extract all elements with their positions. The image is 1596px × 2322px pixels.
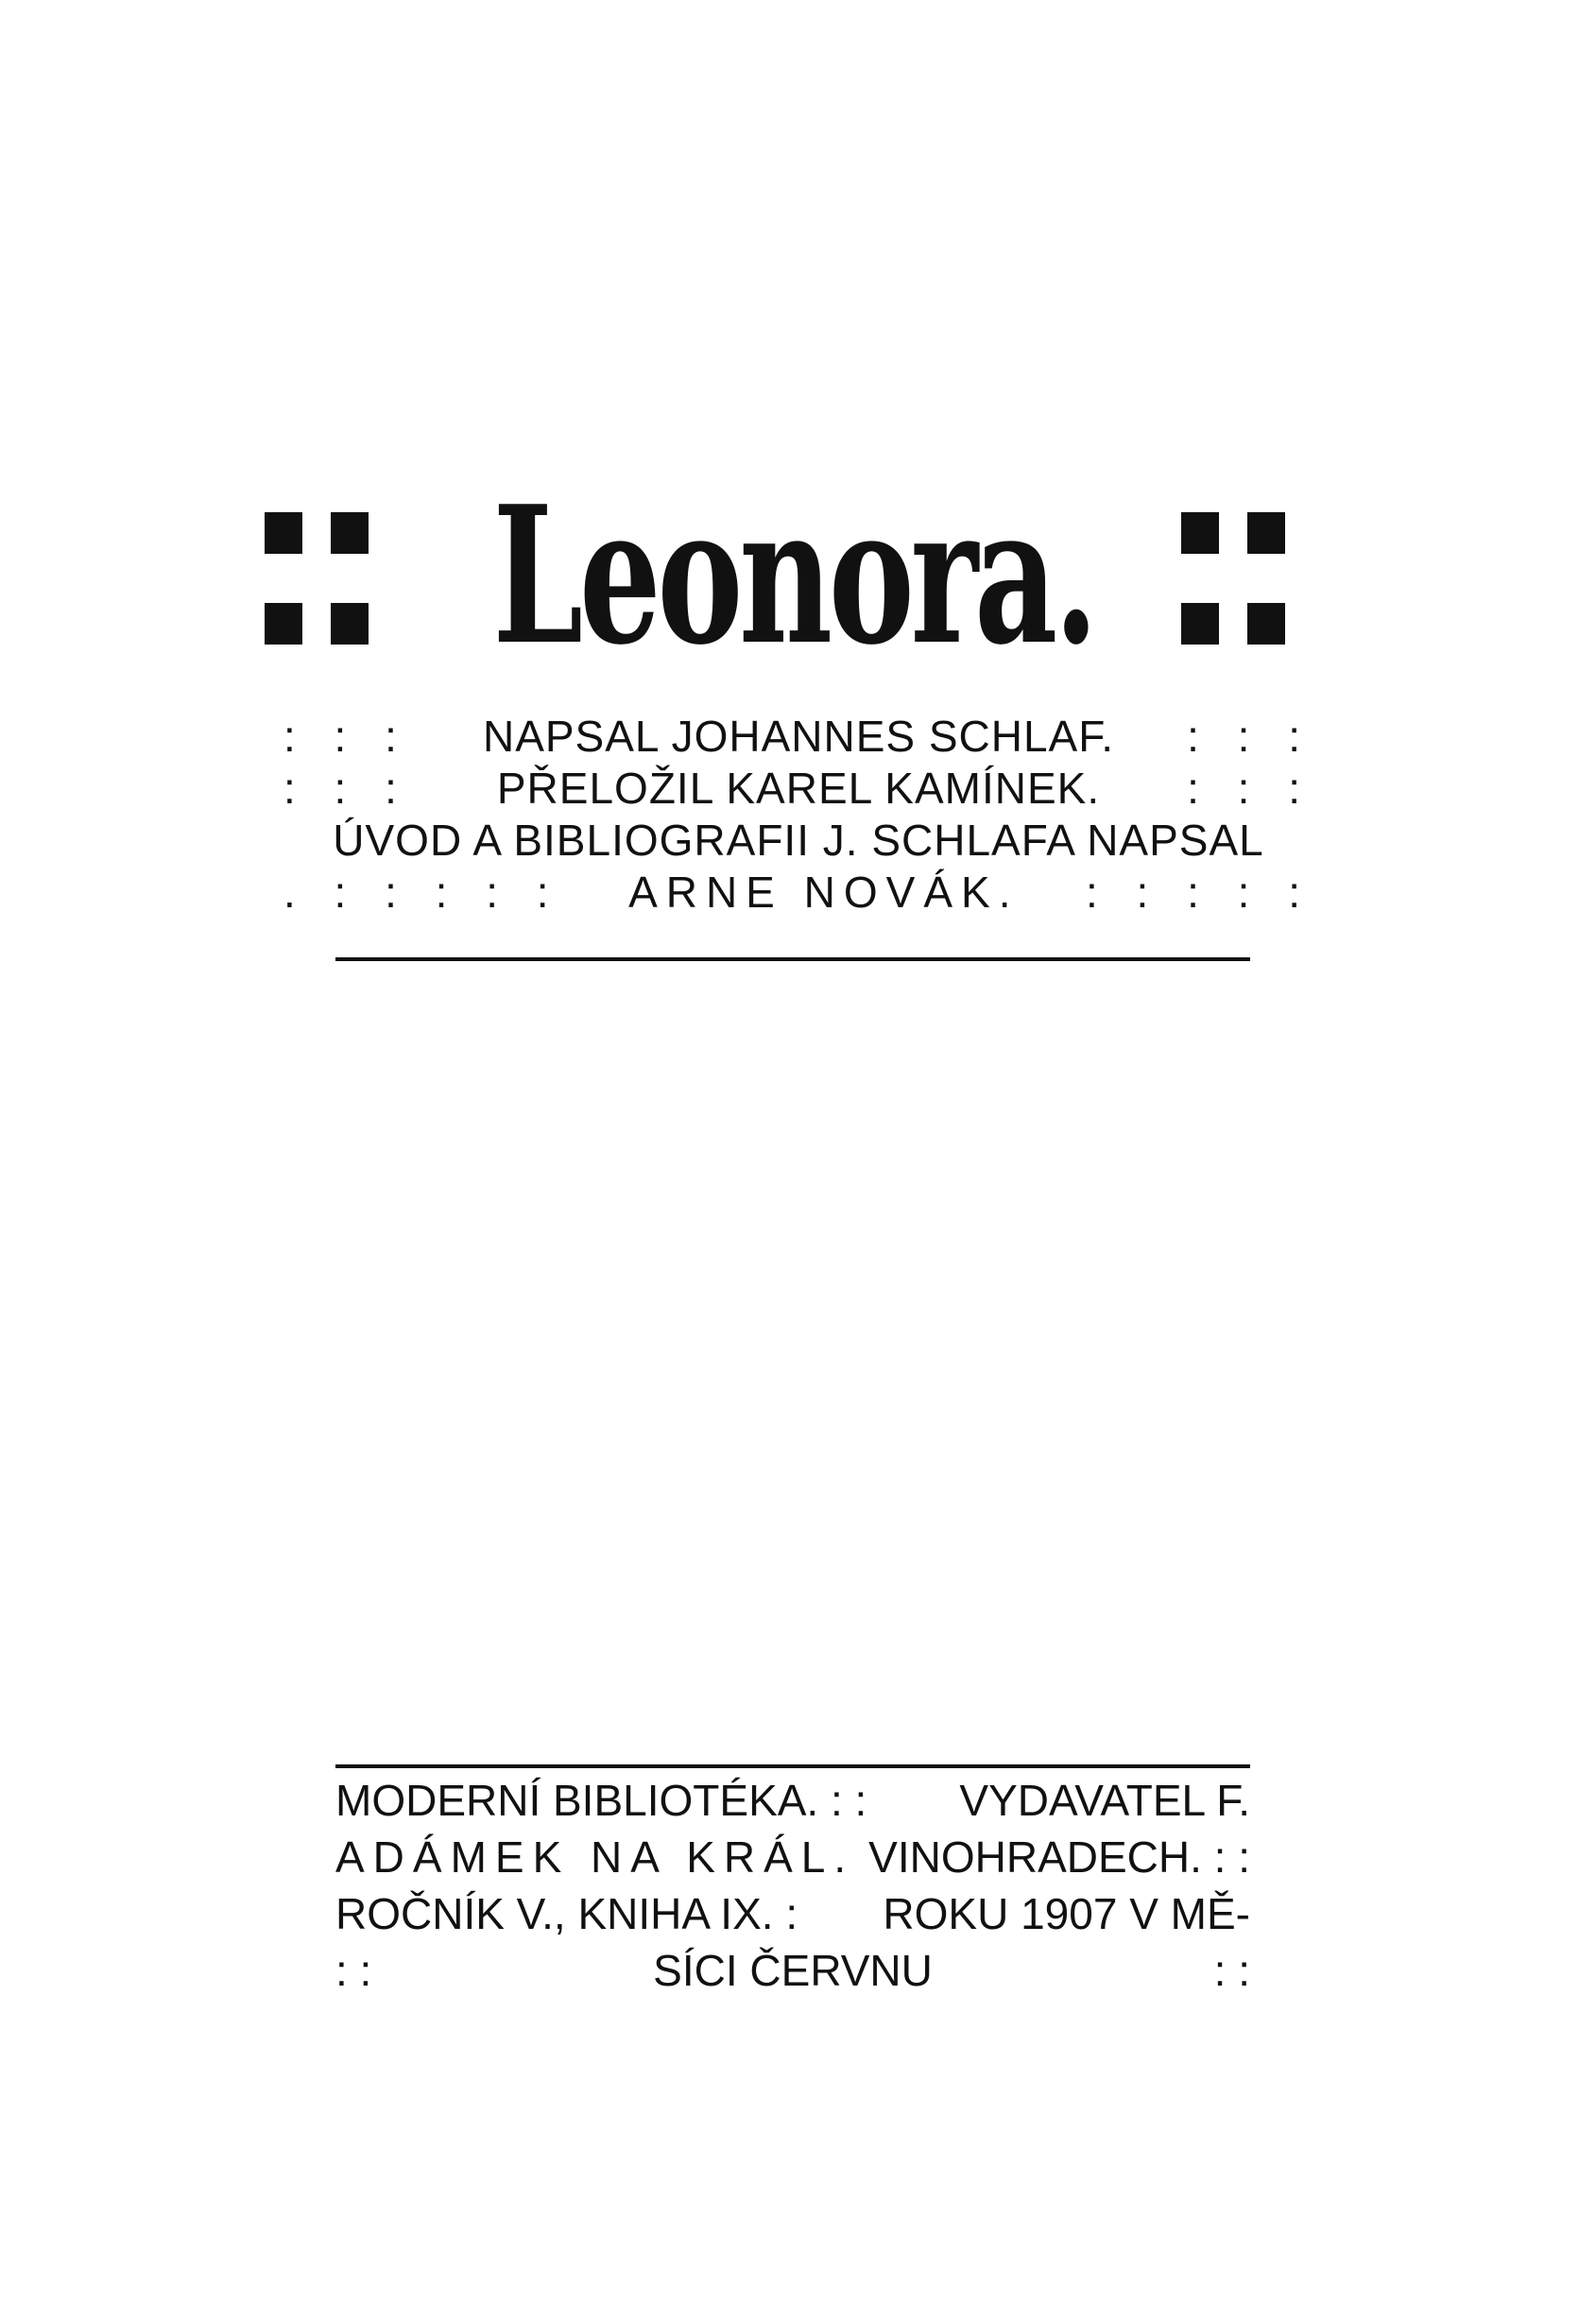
ornament-right-icon xyxy=(1181,512,1323,654)
ornament-square xyxy=(1247,603,1285,645)
ornament-square xyxy=(1247,512,1285,554)
ornament-square xyxy=(331,512,369,554)
divider-rule-top xyxy=(335,957,1250,961)
translator-line xyxy=(283,763,1313,815)
trail-dots: : : : : : xyxy=(1085,868,1313,917)
credits-block xyxy=(283,711,1313,919)
ornament-square xyxy=(1181,512,1219,554)
introduction-line xyxy=(283,815,1313,867)
divider-rule-bottom xyxy=(335,1764,1250,1768)
introduction-author-line xyxy=(283,867,1313,919)
publisher-line xyxy=(335,1885,1250,1942)
book-title: Leonora. xyxy=(492,465,1095,687)
publisher-line xyxy=(335,1772,1250,1829)
lead-dots: : : : xyxy=(283,764,410,813)
publisher-line xyxy=(335,1829,1250,1885)
introduction-author-text: ARNE NOVÁK. xyxy=(628,868,1020,917)
publisher-text: VINOHRADECH. : : xyxy=(868,1832,1250,1882)
lead-dots: . : : : : : xyxy=(283,868,562,917)
publisher-text: MODERNÍ BIBLIOTÉKA. : : xyxy=(335,1776,867,1825)
lead-dots: : : : xyxy=(283,712,410,761)
ornament-square xyxy=(265,603,302,645)
publisher-text: ROKU 1907 V MĚ- xyxy=(883,1889,1250,1938)
publisher-line xyxy=(335,1942,1250,1999)
trail-dots: : : : xyxy=(1187,712,1313,761)
publication-date-text: SÍCI ČERVNU xyxy=(653,1946,933,1995)
publisher-text: ADÁMEK NA KRÁL. xyxy=(335,1832,855,1882)
publisher-text: VYDAVATEL F. xyxy=(959,1776,1250,1825)
publisher-text: ROČNÍK V., KNIHA IX. : xyxy=(335,1889,798,1938)
ornament-left-icon xyxy=(265,512,406,654)
publisher-text: : : xyxy=(335,1946,372,1995)
ornament-square xyxy=(265,512,302,554)
publisher-block xyxy=(335,1772,1250,1999)
translator-text: PŘELOŽIL KAREL KAMÍNEK. xyxy=(496,764,1101,813)
ornament-square xyxy=(331,603,369,645)
author-text: NAPSAL JOHANNES SCHLAF. xyxy=(482,712,1115,761)
ornament-square xyxy=(1181,603,1219,645)
publisher-text: : : xyxy=(1213,1946,1250,1995)
author-line xyxy=(283,711,1313,763)
trail-dots: : : : xyxy=(1187,764,1313,813)
introduction-text: ÚVOD A BIBLIOGRAFII J. SCHLAFA NAPSAL xyxy=(333,816,1264,865)
title-row xyxy=(265,465,1323,690)
